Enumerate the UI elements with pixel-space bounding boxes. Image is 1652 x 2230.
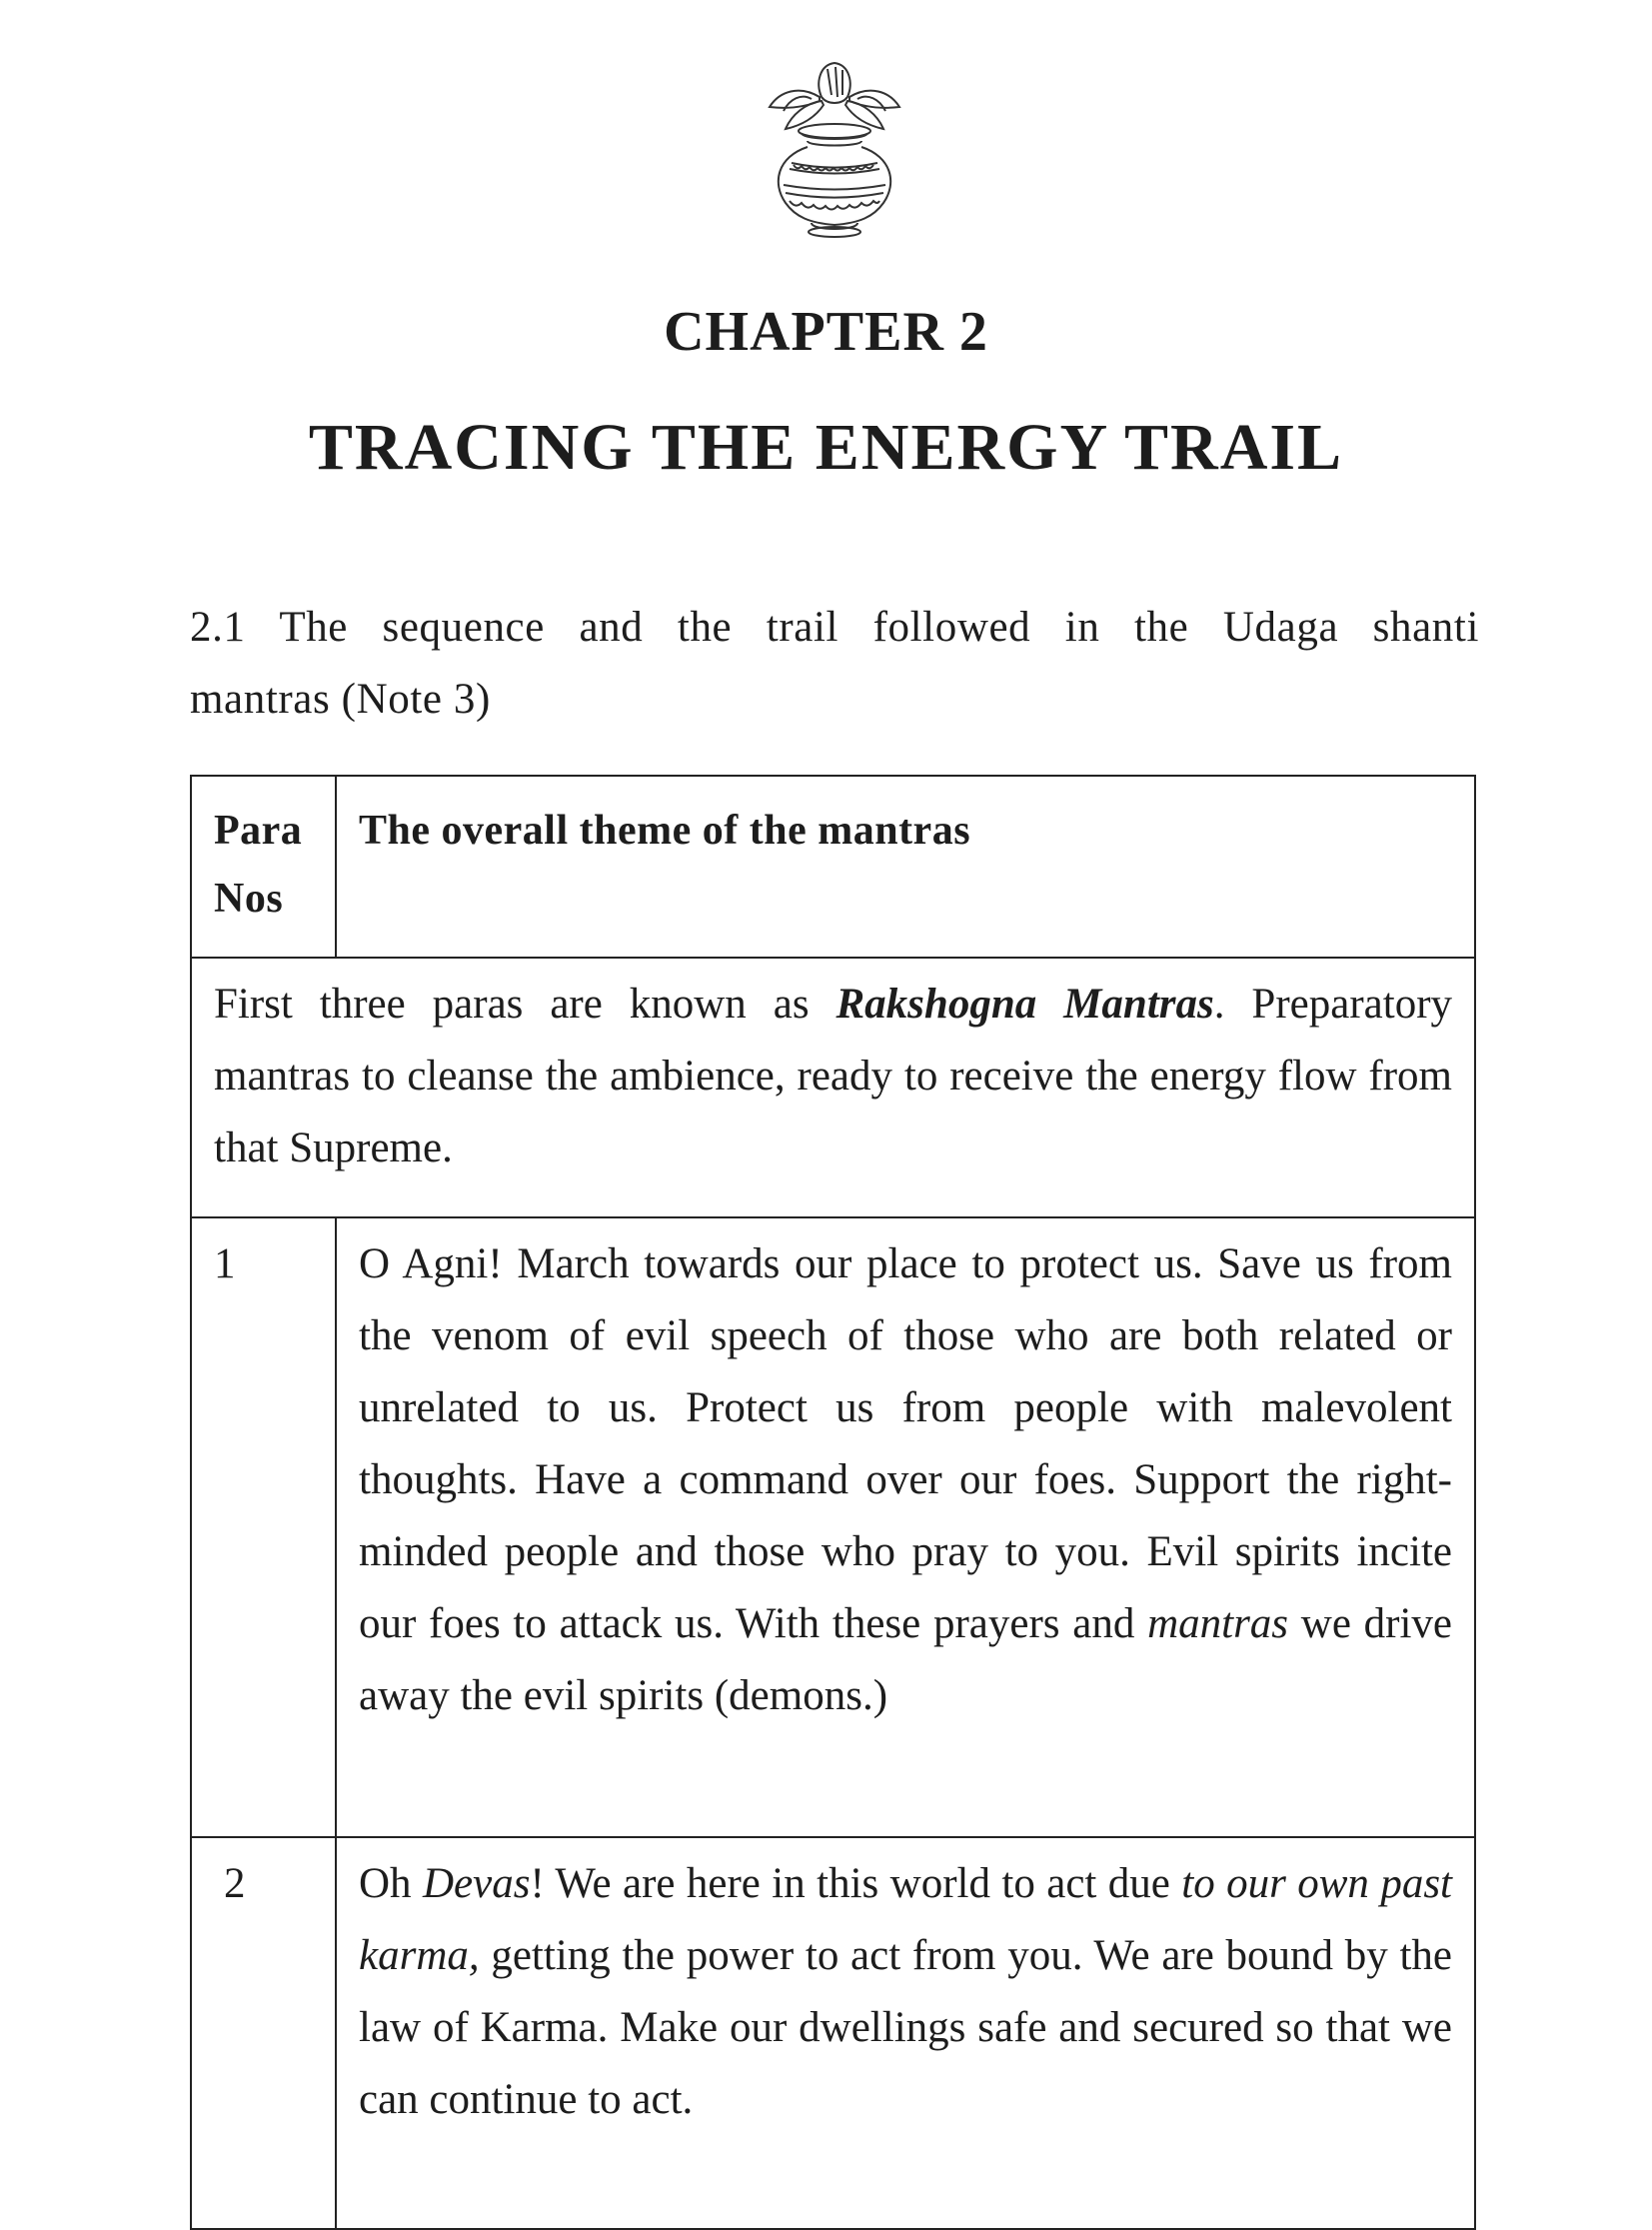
para-text-segment: ! We are here in this world to act due [530, 1860, 1182, 1907]
para-text [336, 1837, 1475, 2229]
table-row [191, 1837, 1475, 2229]
chapter-label: CHAPTER 2 [664, 301, 988, 363]
para-number: 2 [191, 1837, 336, 2229]
chapter-title: TRACING THE ENERGY TRAIL [308, 411, 1344, 484]
para-text-segment: O Agni! March towards our place to protect us. Save us from the venom of evil speech of those who are both related or unrelated to us. Protect us from people with malevolent thoughts. Have a command over our foes. Support the right-minded people and those who pray to you. Evil spirits incite our foes to attack us. With these prayers and [359, 1240, 1452, 1647]
para-text [336, 1217, 1475, 1837]
table-row [191, 1217, 1475, 1837]
intro-text-part2: . Preparatory mantras to cleanse the ambience, ready to receive the energy flow from that Supreme. [214, 981, 1453, 1171]
intro-emphasis: Rakshogna Mantras [835, 981, 1214, 1028]
intro-cell [191, 958, 1475, 1217]
header-para-line1: Para [214, 808, 303, 854]
para-text-segment: we drive away the evil spirits (demons.) [359, 1600, 1452, 1719]
para-text-italic: to our own past karma, [359, 1860, 1452, 1979]
header-para-nos [191, 776, 336, 958]
para-text-segment: getting the power to act from you. We are bound by the law of Karma. Make our dwellings safe and secured so that we can continue to act. [359, 1932, 1452, 2123]
intro-text-part1: First three paras are known as [214, 981, 836, 1028]
header-para-line2: Nos [214, 876, 284, 922]
kalash-pot-icon [750, 55, 919, 240]
para-text-italic: Devas [422, 1860, 531, 1907]
section-heading [190, 592, 1479, 736]
para-number: 1 [191, 1217, 336, 1837]
section-heading-line2: mantras (Note 3) [190, 676, 491, 723]
table-intro-row [191, 958, 1475, 1217]
mantra-table [190, 775, 1476, 2230]
table-header-row [191, 776, 1475, 958]
section-heading-line1: 2.1 The sequence and the trail followed in the Udaga shanti [190, 604, 1479, 651]
para-text-segment: Oh [359, 1860, 423, 1907]
para-text-italic: mantras [1147, 1600, 1289, 1647]
header-theme: The overall theme of the mantras [336, 776, 1475, 958]
